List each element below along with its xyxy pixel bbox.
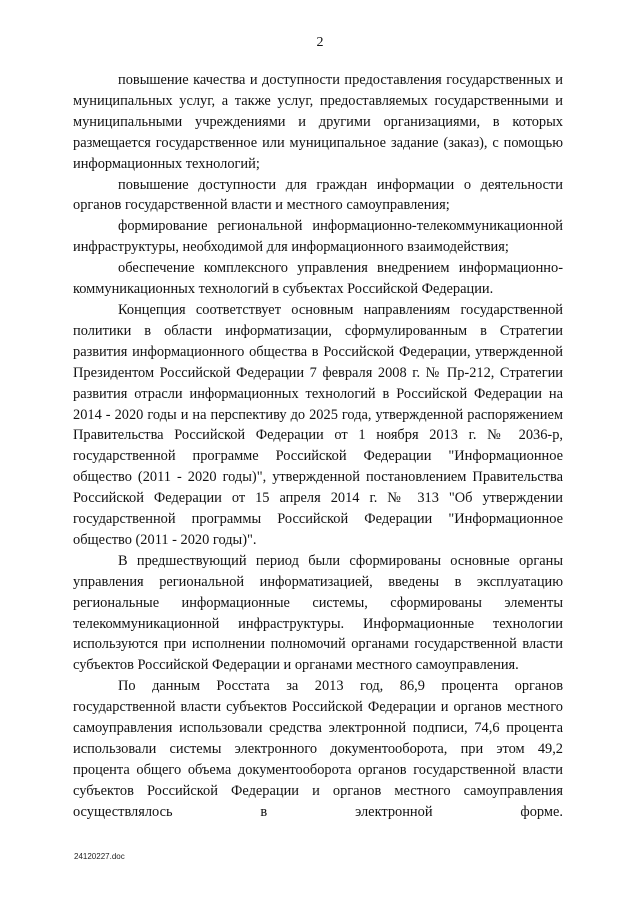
paragraph: повышение качества и доступности предоставления государственных и муниципальных услуг, а также услуг, предоставляемых государственными и муниципальными учреждениями и другими организациями, в которых размещается государственное или муниципальное задание (заказ), с помощью информационных технологий; [73, 72, 563, 172]
paragraph: формирование региональной информационно-телекоммуникационной инфраструктуры, необходимой для информационного взаимодействия; [73, 218, 563, 256]
paragraph: повышение доступности для граждан информации о деятельности органов государственной власти и местного самоуправления; [73, 176, 563, 214]
file-name-footer: 24120227.doc [74, 852, 125, 861]
body-text [73, 70, 563, 823]
paragraph: обеспечение комплексного управления внедрением информационно-коммуникационных технологий в субъектах Российской Федерации. [73, 260, 563, 298]
paragraph: Концепция соответствует основным направлениям государственной политики в области информатизации, сформулированным в Стратегии развития информационного общества в Российской Федерации, утвержденной Президентом Российской Федерации 7 февраля 2008 г. № Пр-212, Стратегии развития отрасли информационных технологий в Российской Федерации на 2014 - 2020 годы и на перспективу до 2025 года, утвержденной распоряжением Правительства Российской Федерации от 1 ноября 2013 г. № 2036-р, государственной программе Российской Федерации "Информационное общество (2011 - 2020 годы)", утвержденной постановлением Правительства Российской Федерации от 15 апреля 2014 г. № 313 "Об утверждении государственной программы Российской Федерации "Информационное общество (2011 - 2020 годы)". [73, 301, 563, 548]
paragraph: В предшествующий период были сформированы основные органы управления региональной информатизацией, введены в эксплуатацию региональные информационные системы, сформированы элементы телекоммуникационной инфраструктуры. Информационные технологии используются при исполнении полномочий органами государственной власти субъектов Российской Федерации и органами местного самоуправления. [73, 552, 563, 674]
paragraph: По данным Росстата за 2013 год, 86,9 процента органов государственной власти субъектов Российской Федерации и органов местного самоуправления использовали средства электронной подписи, 74,6 процента использовали системы электронного документооборота, при этом 49,2 процента общего объема документооборота органов государственной власти субъектов Российской Федерации и органов местного самоуправления осуществлялось в электронной форме. [73, 678, 563, 820]
page-number: 2 [316, 35, 324, 50]
